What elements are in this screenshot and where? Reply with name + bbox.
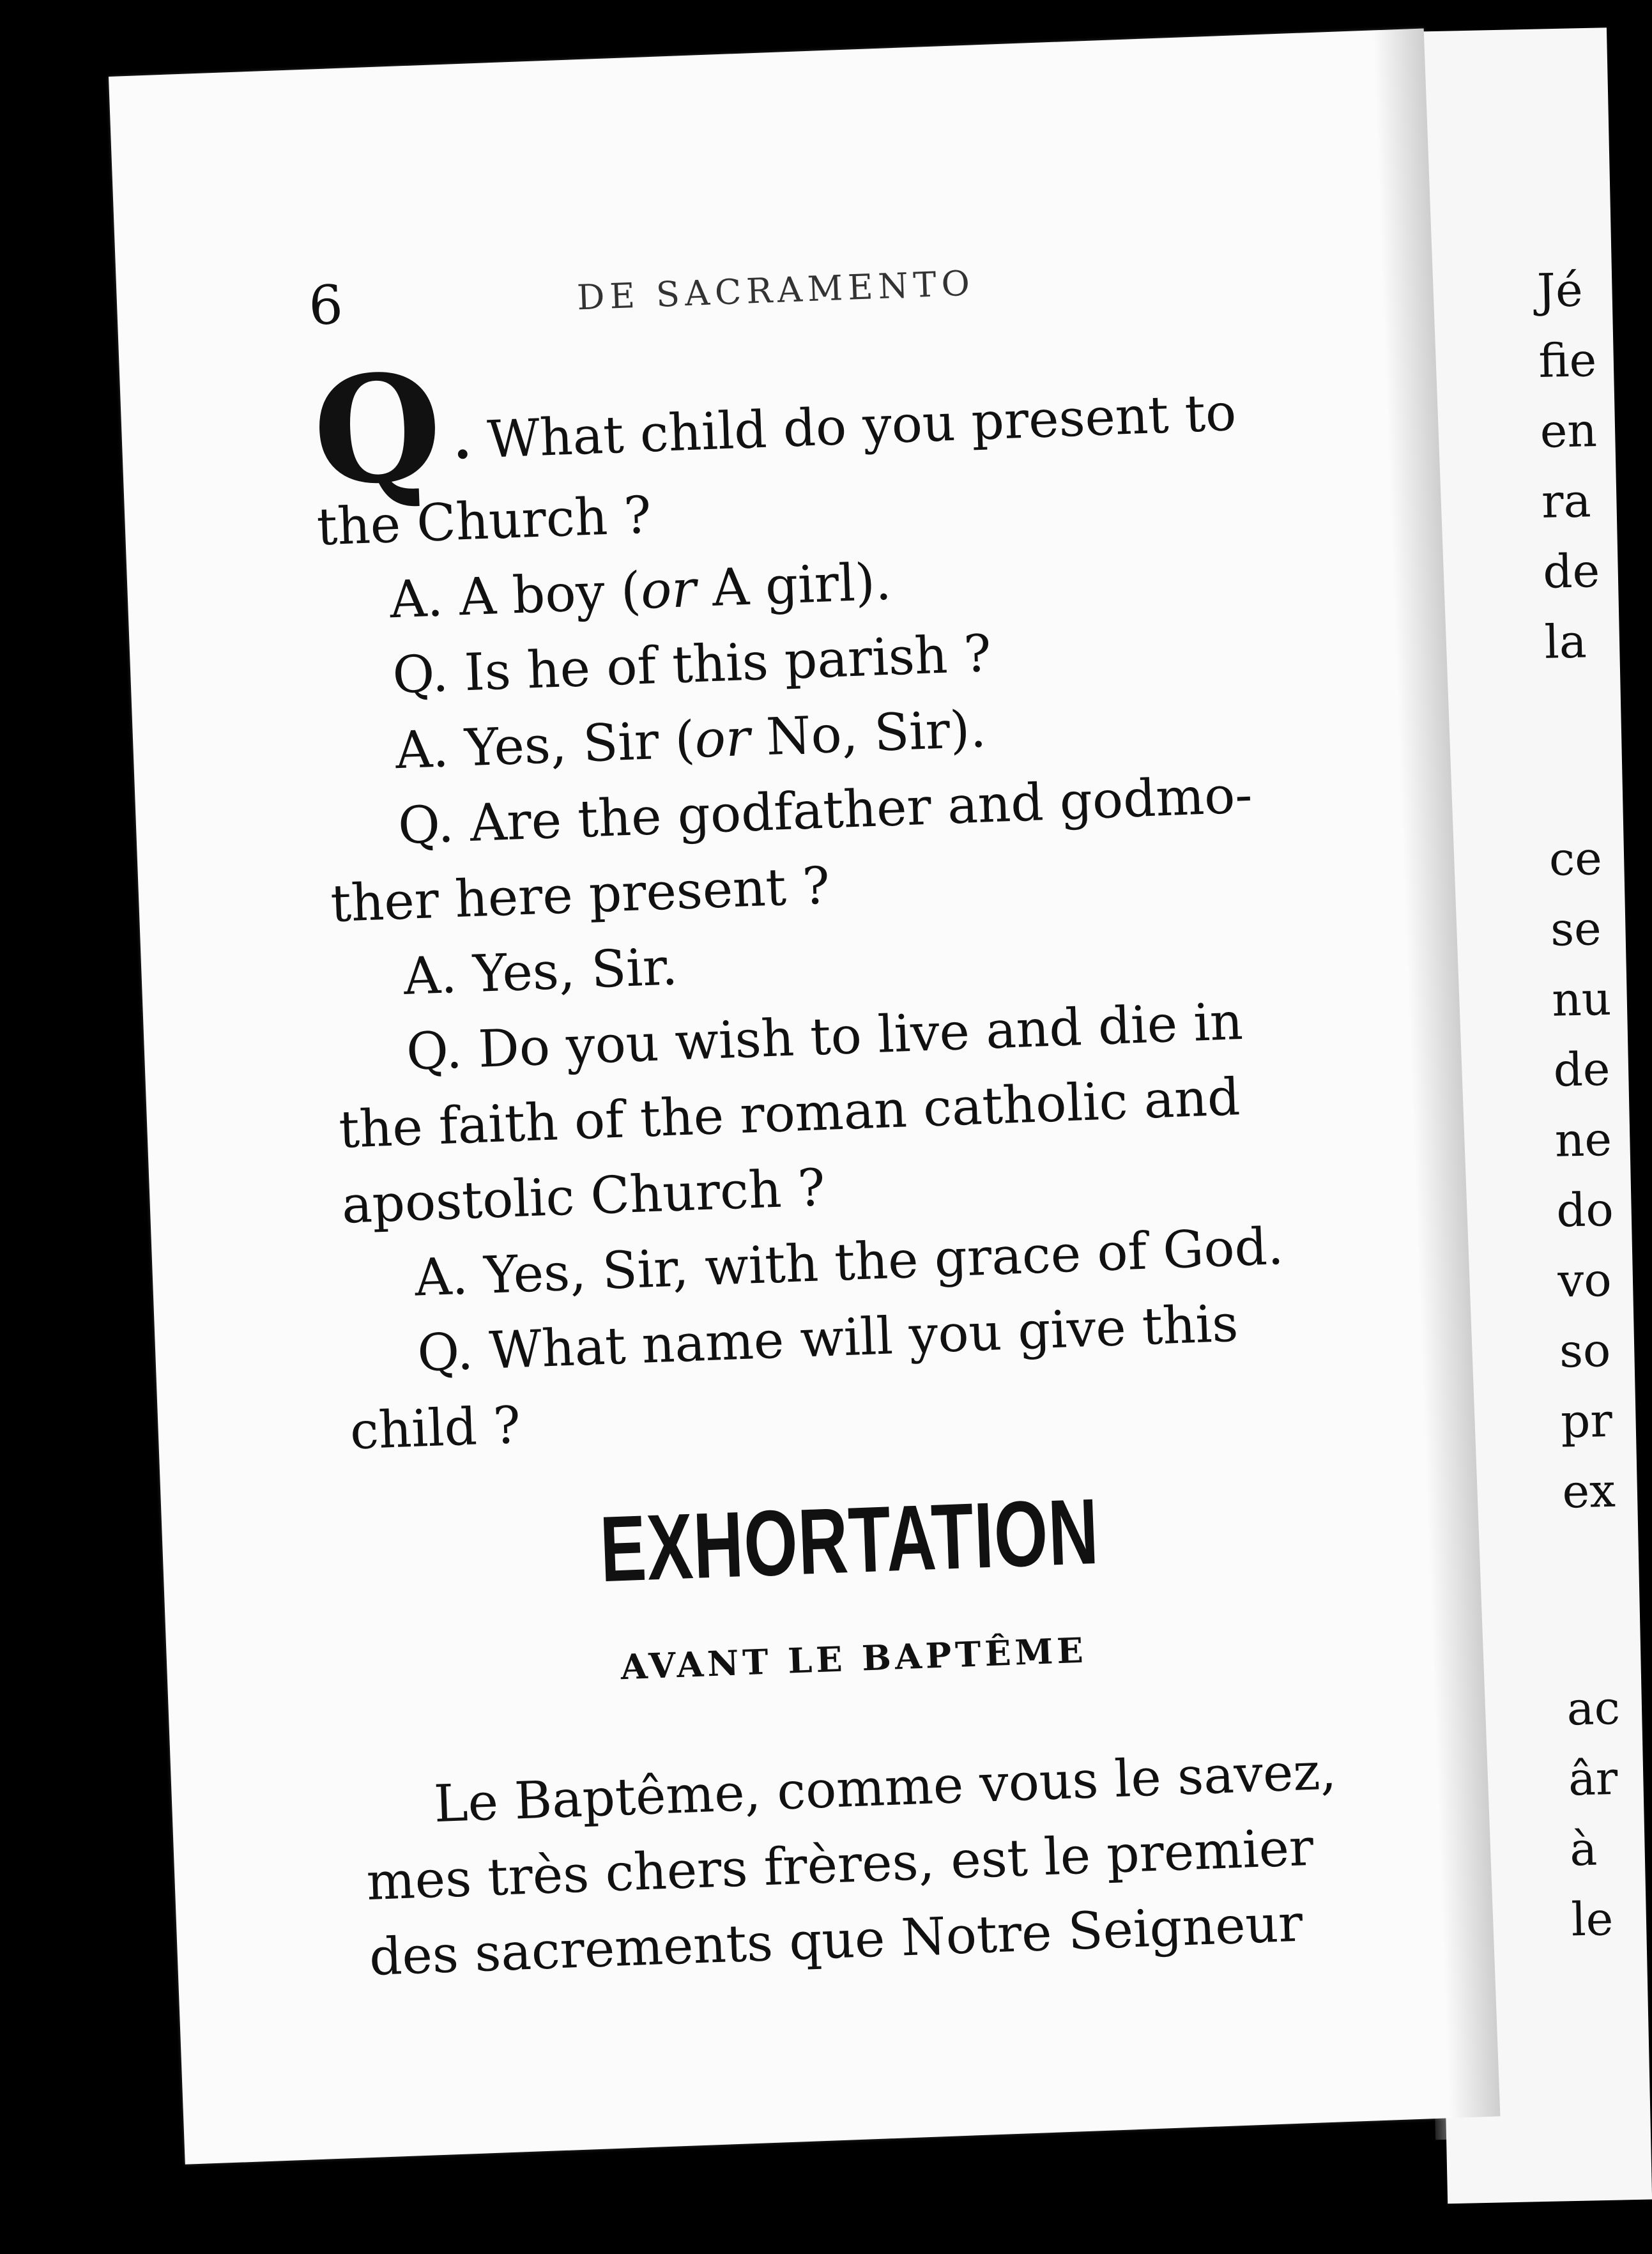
text-line: ther here present ? [329, 855, 831, 934]
paragraph-line: des sacrements que Notre Seigneur [368, 1893, 1304, 1987]
page-header [308, 241, 1204, 350]
right-fragment: do [1556, 1182, 1614, 1238]
right-fragment: à [1569, 1821, 1598, 1876]
line-text: A. A boy ( [388, 561, 642, 630]
text-line: child ? [349, 1395, 522, 1461]
right-fragment: so [1559, 1322, 1612, 1378]
section-heading: EXHORTATION [598, 1478, 1101, 1602]
text-line: A. Yes, Sir, with the grace of God. [413, 1216, 1285, 1308]
page-number: 6 [307, 273, 344, 337]
text-line: Q. What name will you give this [416, 1293, 1239, 1383]
drop-cap: Q [310, 341, 445, 519]
text-line: A. Yes, Sir. [402, 937, 679, 1006]
paragraph-line: mes très chers frères, est le premier [365, 1817, 1315, 1912]
right-fragment: de [1552, 1041, 1611, 1097]
right-fragment: vo [1557, 1252, 1612, 1308]
paragraph [362, 1733, 1360, 1995]
right-fragment: ce [1548, 831, 1603, 886]
line-emphasis: or [639, 558, 698, 620]
line-tail: No, Sir). [749, 699, 988, 767]
right-fragment: ac [1566, 1680, 1621, 1736]
right-fragment: âr [1568, 1751, 1619, 1806]
left-page-content [109, 29, 1500, 2165]
right-fragment: de [1542, 544, 1600, 599]
paragraph-line: Le Baptême, comme vous le savez, [432, 1741, 1338, 1834]
right-fragment: fie [1538, 333, 1597, 388]
line-text: A. Yes, Sir ( [394, 710, 696, 781]
line-text: What child do you present to [486, 382, 1237, 470]
section-subheading: AVANT LE BAPTÊME [620, 1629, 1088, 1688]
running-title: DE SACRAMENTO [576, 263, 975, 318]
text-line: Q. Are the godfather and godmo- [397, 765, 1253, 856]
right-gap [1563, 1526, 1626, 1674]
line-emphasis: or [693, 707, 751, 770]
right-fragment: en [1539, 403, 1598, 458]
text-line: Q. Do you wish to live and die in [405, 991, 1244, 1082]
text-line: the Church ? [316, 485, 652, 557]
right-fragment: le [1570, 1892, 1614, 1947]
right-gap [1545, 676, 1608, 824]
right-fragment: Jé [1536, 263, 1584, 318]
right-fragment: pr [1560, 1393, 1613, 1448]
right-fragment: ex [1561, 1463, 1616, 1519]
left-page [109, 29, 1500, 2165]
dialogue-text [311, 334, 1360, 1995]
line-tail: A girl). [694, 551, 892, 618]
text-line: the faith of the roman catholic and [337, 1067, 1241, 1160]
right-fragment: la [1543, 614, 1587, 669]
right-fragment: ra [1541, 473, 1592, 528]
drop-cap-dot: . [452, 410, 473, 471]
right-fragment: ne [1554, 1112, 1612, 1167]
text-line: apostolic Church ? [340, 1158, 827, 1235]
right-fragment: se [1550, 901, 1602, 956]
text-line: Q. Is he of this parish ? [391, 624, 993, 705]
right-fragment: nu [1551, 971, 1612, 1027]
